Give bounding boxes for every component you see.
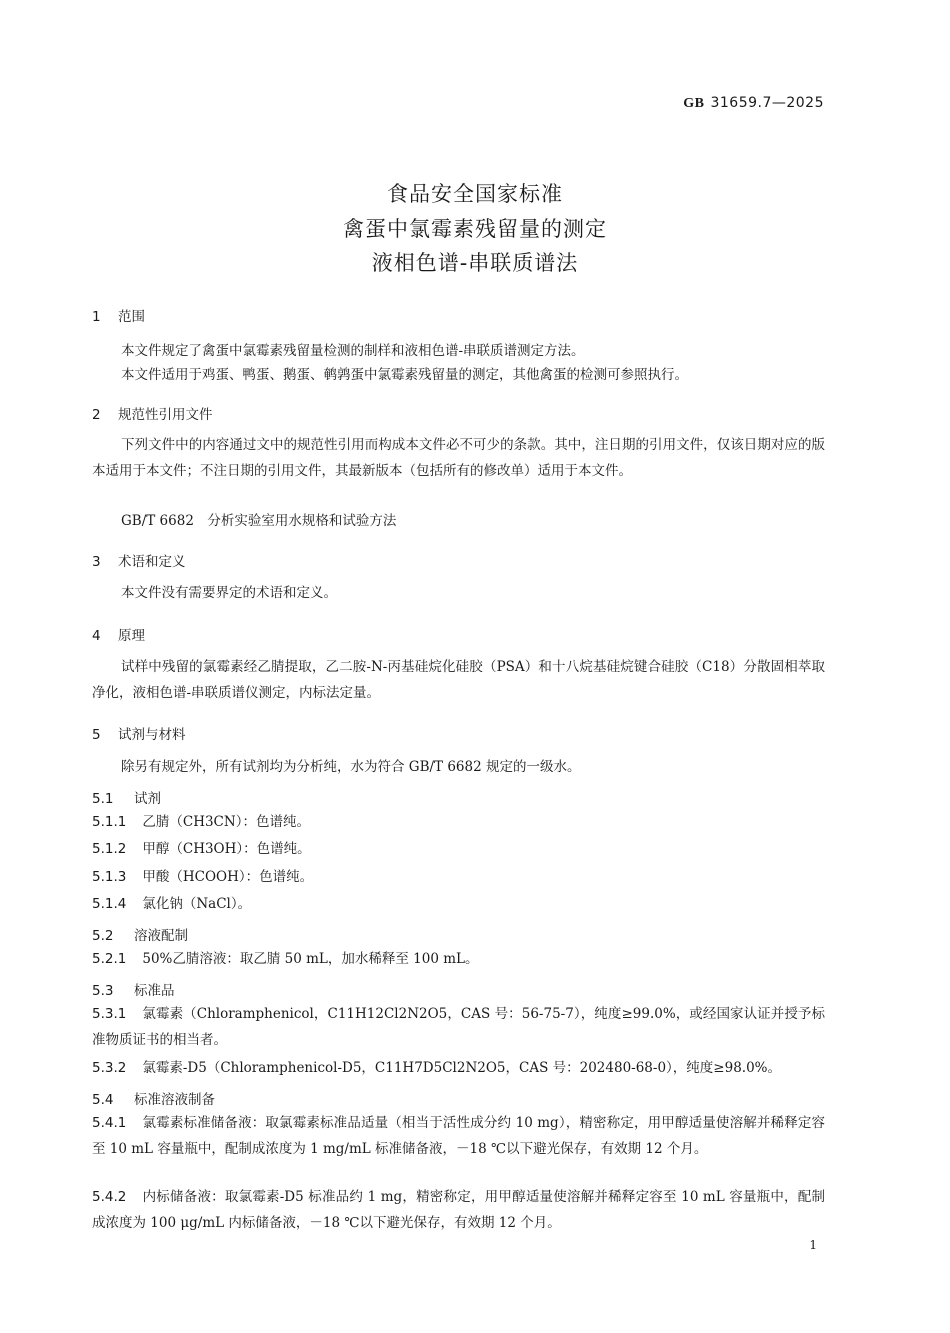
section-2-heading (92, 403, 213, 423)
section-title: 试剂与材料 (118, 727, 186, 743)
subsection-5-3 (92, 979, 175, 999)
clause-number: 5.4.2 (92, 1189, 127, 1205)
section-number: 5 (92, 727, 101, 743)
section-number: 3 (92, 554, 101, 570)
clause-text: 甲酸（HCOOH）：色谱纯。 (142, 869, 314, 885)
section-title: 范围 (118, 309, 145, 325)
title-line-2: 禽蛋中氯霉素残留量的测定 (343, 217, 607, 241)
subsection-title: 标准溶液制备 (134, 1092, 215, 1108)
clause-5-4-1 (92, 1110, 825, 1162)
subsection-5-1 (92, 787, 161, 807)
clause-5-1-3 (92, 864, 825, 890)
std-code: 31659.7—2025 (710, 95, 824, 111)
section-3-para-1: 本文件没有需要界定的术语和定义。 (121, 585, 337, 601)
section-5-heading (92, 723, 186, 743)
clause-text: 氯霉素（Chloramphenicol，C11H12Cl2N2O5，CAS 号：56-75-7），纯度≥99.0%，或经国家认证并授予标准物质证书的相当者。 (92, 1006, 825, 1048)
title-line-3: 液相色谱-串联质谱法 (371, 251, 579, 275)
clause-text: 50%乙腈溶液：取乙腈 50 mL，加水稀释至 100 mL。 (142, 951, 479, 967)
clause-number: 5.1.2 (92, 841, 127, 857)
section-1-para-2: 本文件适用于鸡蛋、鸭蛋、鹅蛋、鹌鹑蛋中氯霉素残留量的测定，其他禽蛋的检测可参照执行。 (121, 367, 688, 383)
clause-5-3-2 (92, 1055, 825, 1081)
section-number: 2 (92, 407, 101, 423)
clause-number: 5.3.1 (92, 1006, 127, 1022)
clause-text: 氯霉素标准储备液：取氯霉素标准品适量（相当于活性成分约 10 mg），精密称定，用甲醇适量使溶解并稀释定容至 10 mL 容量瓶中，配制成浓度为 1 mg/mL 标准储备液，－18 ℃以下避光保存，有效期 12 个月。 (92, 1115, 825, 1157)
clause-5-1-4 (92, 891, 825, 917)
page-number: 1 (809, 1238, 817, 1252)
section-4-para-1: 试样中残留的氯霉素经乙腈提取，乙二胺-N-丙基硅烷化硅胶（PSA）和十八烷基硅烷键合硅胶（C18）分散固相萃取净化，液相色谱-串联质谱仪测定，内标法定量。 (92, 659, 825, 701)
clause-5-1-1 (92, 809, 825, 835)
clause-5-3-1 (92, 1001, 825, 1053)
subsection-5-2 (92, 924, 188, 944)
clause-number: 5.2.1 (92, 951, 127, 967)
subsection-number: 5.2 (92, 928, 114, 944)
clause-5-1-2 (92, 836, 825, 862)
section-1-heading (92, 305, 145, 325)
clause-number: 5.4.1 (92, 1115, 127, 1131)
clause-text: 氯霉素-D5（Chloramphenicol-D5，C11H7D5Cl2N2O5，CAS 号：202480-68-0），纯度≥98.0%。 (142, 1060, 781, 1076)
clause-text: 氯化钠（NaCl）。 (142, 896, 252, 912)
section-title: 原理 (118, 628, 145, 644)
subsection-number: 5.3 (92, 983, 114, 999)
subsection-title: 标准品 (134, 983, 175, 999)
section-number: 1 (92, 309, 101, 325)
section-3-heading (92, 550, 186, 570)
section-2-para-1: 下列文件中的内容通过文中的规范性引用而构成本文件必不可少的条款。其中，注日期的引用文件，仅该日期对应的版本适用于本文件；不注日期的引用文件，其最新版本（包括所有的修改单）适用于本文件。 (92, 437, 825, 479)
clause-text: 内标储备液：取氯霉素-D5 标准品约 1 mg，精密称定，用甲醇适量使溶解并稀释定容至 10 mL 容量瓶中，配制成浓度为 100 μg/mL 内标储备液，－18 ℃以下避光保存，有效期 12 个月。 (92, 1189, 825, 1231)
section-number: 4 (92, 628, 101, 644)
section-title: 规范性引用文件 (118, 407, 213, 423)
clause-number: 5.1.3 (92, 869, 127, 885)
section-4-heading (92, 624, 145, 644)
subsection-5-4 (92, 1088, 215, 1108)
subsection-number: 5.4 (92, 1092, 114, 1108)
clause-number: 5.3.2 (92, 1060, 127, 1076)
clause-text: 甲醇（CH3OH）：色谱纯。 (142, 841, 311, 857)
title-line-1: 食品安全国家标准 (387, 182, 563, 206)
subsection-title: 试剂 (134, 791, 161, 807)
standard-number (683, 95, 824, 112)
normative-reference: GB/T 6682 分析实验室用水规格和试验方法 (121, 513, 397, 529)
clause-5-2-1 (92, 946, 825, 972)
clause-5-4-2 (92, 1184, 825, 1236)
clause-number: 5.1.4 (92, 896, 127, 912)
subsection-title: 溶液配制 (134, 928, 188, 944)
section-1-para-1: 本文件规定了禽蛋中氯霉素残留量检测的制样和液相色谱-串联质谱测定方法。 (121, 343, 585, 359)
clause-text: 乙腈（CH3CN）：色谱纯。 (142, 814, 310, 830)
section-5-para-1: 除另有规定外，所有试剂均为分析纯，水为符合 GB/T 6682 规定的一级水。 (121, 759, 581, 775)
section-title: 术语和定义 (118, 554, 186, 570)
subsection-number: 5.1 (92, 791, 114, 807)
clause-number: 5.1.1 (92, 814, 127, 830)
std-prefix: GB (683, 96, 705, 111)
